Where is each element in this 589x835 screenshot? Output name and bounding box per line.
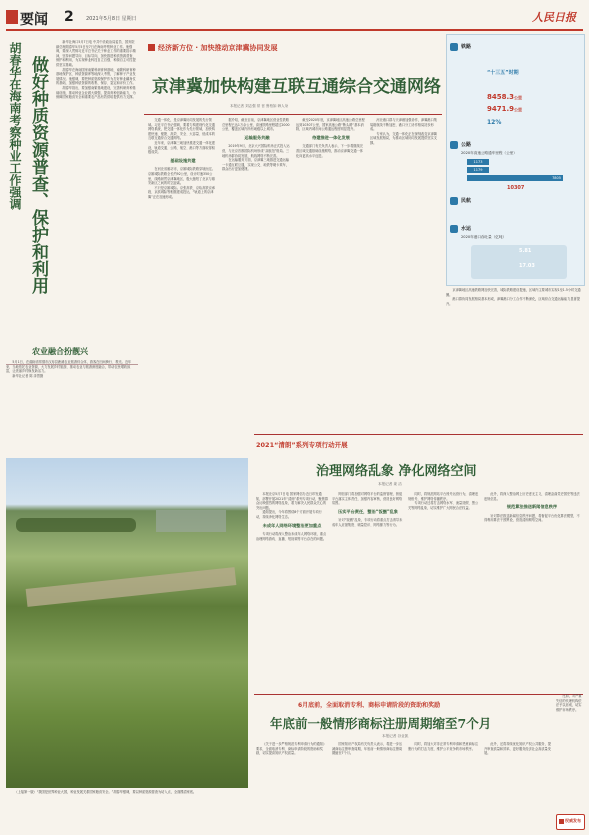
main-text-col4: 河北港口群与天津港加强协作，津冀港口集装箱航线不断加密，港口分工协作格局初步形成。 专家认为，交通一体化正在深刻改变京津冀区域发展格局，为推动区域协同发展提供坚实支撑。 <box>370 118 437 145</box>
port-title: 水运 <box>461 226 472 232</box>
road-icon <box>450 141 458 149</box>
farmland-photo <box>6 458 248 788</box>
road-title: 公路 <box>461 142 472 148</box>
rail-stat-1-value: 8458.3 <box>487 93 515 101</box>
section-name: 要闻 <box>20 12 48 28</box>
campaign-sub3: 规范算法推送新闻信息秩序 <box>506 504 558 510</box>
main-byline: 本报记者 刘志强 常 晋 鲁柏如 韩人朵 <box>230 104 289 108</box>
air-title: 民航 <box>461 198 472 204</box>
campaign-kicker: 2021“清朗”系列专项行动开展 <box>256 441 348 449</box>
patent-col1: 《关于进一步严格规范专利申请行为的通知》要求，全面取消专利、商标申请阶段的资助和奖励，切实提高知识产权质量。 <box>256 742 327 756</box>
road-bar-3: 7805 <box>467 175 563 181</box>
road-subtitle: 2020年高速公路通车里程（公里） <box>461 151 517 155</box>
photo-caption-text: （上接第一版）“我国是世界种业大国，种业发展关系国家粮食安全。”胡春华强调，要以种质资源普查为切入点，全面摸清家底。 <box>14 790 197 794</box>
campaign-story <box>254 434 583 689</box>
header-rule <box>6 29 583 31</box>
far-right-text: 比如，对严重失信的代理机构依法予以惩戒，切实维护市场秩序。 <box>556 694 582 712</box>
rail-stat-1 <box>487 93 522 101</box>
patent-col3: 同时，将加大对非正常专利申请和恶意商标注册行为的打击力度，维护公平竞争的市场秩序。 <box>408 742 479 751</box>
left-bottom-text: 5月1日，在湖南省常德市汉寿县鹿溪农业旅游综合体，游客在田间骑行、观光。近年来，当地依托农业资源，大力发展乡村旅游，推动农业与旅游深度融合，带动农民增收致富，让美丽乡村焕发新活力。 新华社记者 陈 泽思摄 <box>6 360 132 378</box>
rail-stat-1-unit: 公里 <box>514 95 523 100</box>
issue-date: 2021年5月8日 星期日 <box>86 16 137 22</box>
port-subtitle: 2020年港口吞吐量（亿吨） <box>461 235 507 239</box>
subhead-2: 运输服务共融 <box>244 134 270 140</box>
main-text-col1: 交通一体化，是京津冀协同发展的先行领域。习近平总书记强调，要着力构建现代化交通网络系统，把交通一体化作为先行领域，加快构建快速、便捷、高效、安全、大容量、低成本的互联互通综合交通网络。 近年来，京津冀三地加快推进交通一体化建设，轨道交通、公路、航空、港口等方面取得积极成效。 基础设施共建 在河北省廊坊市，京雄城际铁路穿境而过。京雄城际铁路全长约92公里，设计时速350公里，线路纵贯京津冀地区，极大缩短了北京与雄安新区之间的时空距离。 不只是京雄城际。京张高铁、京哈高铁京承段、京滨城际等相继建成投运，“轨道上的京津冀”正在加速形成。 <box>148 118 218 434</box>
patent-kicker: 6月底前，全面取消专利、商标申请阶段的资助和奖励 <box>298 702 441 709</box>
rail-pct: 12% <box>487 119 502 126</box>
left-bottom-story <box>6 346 138 456</box>
photo-buildings <box>156 510 226 532</box>
authority-icon <box>559 819 564 824</box>
campaign-col4: 此外，将深入整治网上历史虚无主义，清理歪曲党史国史等违法违规信息。 规范算法推送新闻信息秩序 针对算法推送新闻信息秩序问题，将督促平台优化算法模型，不得利用算法干预舆论，营造清朗网络空间。 <box>484 492 580 523</box>
patent-headline: 年底前一般情形商标注册周期缩至7个月 <box>270 716 492 731</box>
infographic-panel <box>446 34 585 286</box>
rail-stat-2 <box>487 105 522 113</box>
campaign-headline: 治理网络乱象 净化网络空间 <box>316 464 477 479</box>
left-body-text: 新华社海口5月7日电 中共中央政治局委员、国务院副总理胡春华5月5日至7日在海南考察种业工作。他强调，要深入贯彻习近平总书记关于种业工作的重要指示精神，坚持问题导向、目标导向，加快推进种质资源普查、保护和利用，为实现种业科技自立自强、种源自主可控提供坚实基础。 胡春华在海南国家南繁科研育种基地、南繁科研育种基地保护区、种质资源库等地深入考察，了解种子产业发展情况。他强调，要把种质资源保护作为打好种业翻身仗的基础，加强种质资源的收集、保存、鉴定和评价工作。 胡春华指出，要加强南繁基地建设，完善科研育种基础设施，推动种业企业做大做强，提高育种创新能力，为保障国家粮食安全和重要农产品有效供给提供有力支撑。 <box>56 40 136 100</box>
photo-road <box>26 567 237 607</box>
kicker-badge <box>148 44 155 51</box>
patent-top-rule <box>254 694 583 695</box>
campaign-byline: 本报记者 姜 洁 <box>378 482 402 486</box>
left-headline: 做好种质资源普查、保护和利用 <box>28 56 48 294</box>
rail-title: 铁路 <box>461 44 472 50</box>
left-bottom-headline: 农业融合扮靓兴 <box>32 346 88 356</box>
air-icon <box>450 197 458 205</box>
campaign-col1: 本报北京5月7日电 国家网信办近日印发通知，部署开展2021年“清朗”系列专项行动，聚焦群众反映强烈的网络乱象，着力解决人民群众关心的突出问题。 通知提出，今年将围绕8个方面开展专项行动，持续净化网络生态。 未成年人网络环境整治更加重点 专项行动将深入整治未成年人网络环境，重点治理网络游戏、直播、短视频等平台存在的问题。 <box>256 492 328 541</box>
rail-stat-2-value: 9471.9 <box>487 105 515 113</box>
page-number: 2 <box>64 9 74 25</box>
patent-col4: 此外，还将持续优化知识产权公共服务，提升审查质量和效率，更好服务经济社会高质量发展。 <box>484 742 551 756</box>
campaign-sub1: 未成年人网络环境整治更加重点 <box>262 522 322 528</box>
right-caption-text: 京津冀地区高速铁路网加快完善，城际铁路建设提速，区域内主要城市实现1至1.5小时交通圈。 港口群协同发展格局基本形成，津冀港口分工合作不断深化，区域综合交通运输能力显著提升。 <box>446 288 581 306</box>
patent-col2: 国家知识产权局有关负责人表示，将进一步压减商标注册审查周期，年底前一般情形商标注册周期缩至7个月。 <box>332 742 403 756</box>
campaign-col2: 网信部门将加强对网络平台的监督管理，督促平台落实主体责任，加强内容审核，营造良好网络氛围。 压实平台责任，整治“饭圈”乱象 针对“饭圈”乱象，专项行动将重点打击诱导未成年人应援集资、刷量控评、网络暴力等行为。 <box>332 492 403 527</box>
rail-stat-2-unit: 公里 <box>514 107 523 112</box>
headline-rule <box>144 114 442 115</box>
port-value-1: 5.81 <box>519 248 532 254</box>
campaign-sub2: 压实平台责任，整治“饭圈”乱象 <box>338 508 398 514</box>
left-column <box>6 34 138 370</box>
masthead <box>0 0 589 28</box>
port-value-2: 17.03 <box>519 263 535 269</box>
main-story <box>144 34 444 434</box>
main-text-col3: 截至2020年底，京津冀地区高速公路总里程达到10307公里，国家高速公路“断头路”基本消除，区域内城市间公路通达程度明显提升。 待建推进一体化发展 交通部门有关负责人表示，下一步将继续完善区域交通基础设施网络，推动京津冀交通一体化向更高水平迈进。 <box>296 118 365 158</box>
road-bar-1: 1173 <box>467 159 489 165</box>
brand-logo: 人民日报 <box>532 11 576 24</box>
rail-period: “十三五”时期 <box>487 70 519 76</box>
patent-story <box>254 694 554 830</box>
vertical-title: 胡春华在海南考察种业工作强调 <box>8 42 22 210</box>
campaign-col3: 同时，将规范网站平台账号运营行为，清理违规账号，维护网络传播秩序。 专项行动还将打击网络水军、流量造假、黑公关等网络乱象，切实维护广大网民合法权益。 <box>408 492 479 510</box>
subhead-3: 待建推进一体化发展 <box>312 134 350 140</box>
port-icon <box>450 225 458 233</box>
main-headline: 京津冀加快构建互联互通综合交通网络 <box>152 77 441 97</box>
rail-icon <box>450 43 458 51</box>
subhead-1: 基础设施共建 <box>170 157 196 163</box>
section-badge <box>6 10 18 24</box>
campaign-top-rule <box>254 434 583 435</box>
photo-trees <box>16 518 136 532</box>
main-text-col2: 据介绍，截至目前，京津冀地区营业性铁路总里程已达1万余公里，高速铁路里程超过2000公里，覆盖区域内所有地级以上城市。 运输服务共融 2019年9月，北京大兴国际机场正式投入运营，与北京首都国际机场形成“双枢纽”格局。三地机场群协同发展，航线网络不断完善。 在运输服务方面，京津冀三地推进交通运输一卡通互联互通，实现公交、地铁等刷卡乘车，群众出行更加便捷。 <box>222 118 292 434</box>
authority-badge <box>556 814 585 830</box>
road-bar-2: 1179 <box>467 167 489 173</box>
patent-byline: 本报记者 谷业凯 <box>382 734 409 738</box>
road-total: 10307 <box>507 185 525 191</box>
authority-tag: 权威发布 <box>565 818 581 823</box>
main-kicker: 经济新方位 · 加快推动京津冀协同发展 <box>158 44 278 52</box>
